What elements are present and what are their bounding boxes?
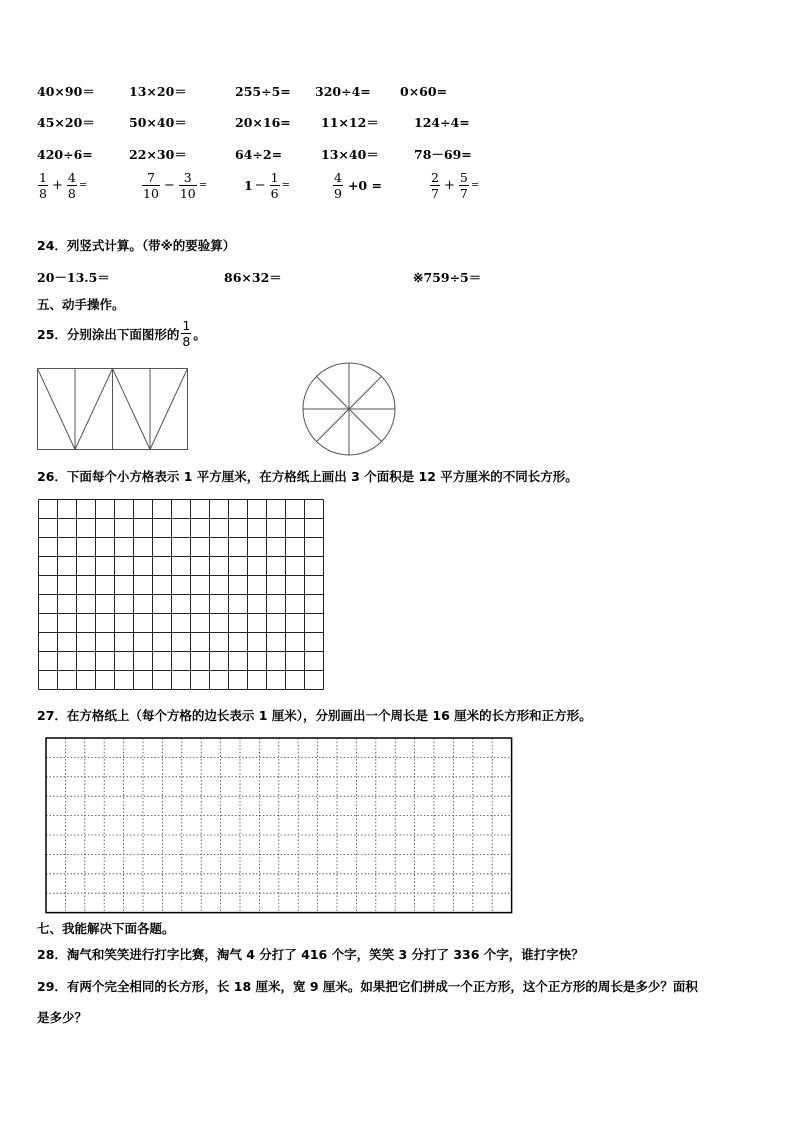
q24-item: 86×32＝ (224, 270, 282, 285)
oral-item: 420÷6= (37, 147, 93, 162)
oral-item: 50×40＝ (129, 115, 187, 130)
square-grid-q26 (38, 499, 327, 691)
question-25-title: 25．分别涂出下面图形的 1 8 。 (37, 318, 206, 349)
question-24-title: 24．列竖式计算。（带※的要验算） (37, 238, 236, 253)
oral-item: 20×16= (235, 115, 291, 130)
fraction-expr: 1 − $\frac{1}{6}$ = (244, 170, 290, 201)
oral-item: 13×40＝ (321, 147, 379, 162)
oral-item: 40×90＝ (37, 84, 95, 99)
q24-item: ※759÷5＝ (413, 270, 482, 285)
fraction-expr: 4 9 +0 = (334, 170, 382, 201)
section-5-heading: 五、动手操作。 (37, 297, 125, 312)
q24-item: 20－13.5＝ (37, 270, 110, 285)
question-29-cont: 是多少？ (37, 1010, 88, 1025)
question-26-title: 26．下面每个小方格表示 1 平方厘米，在方格纸上画出 3 个面积是 12 平方厘米的不同长方形。 (37, 469, 578, 484)
oral-item: 13×20＝ (129, 84, 187, 99)
circle-eighths-figure (301, 361, 397, 457)
oral-item: 0×60= (400, 84, 448, 99)
oral-item: 78－69= (414, 147, 472, 162)
zigzag-rectangle-figure (37, 368, 189, 451)
oral-item: 124÷4= (414, 115, 470, 130)
oral-item: 64÷2= (235, 147, 283, 162)
oral-item: 22×30＝ (129, 147, 187, 162)
fraction-expr: 1 8 + $\frac{4}{8}$ = (39, 170, 88, 201)
question-28: 28．淘气和笑笑进行打字比赛，淘气 4 分打了 416 个字，笑笑 3 分打了 336 个字，谁打字快？ (37, 947, 584, 962)
oral-item: 11×12＝ (321, 115, 379, 130)
dotted-grid-q27 (45, 737, 515, 914)
section-7-heading: 七、我能解决下面各题。 (37, 921, 175, 936)
question-27-title: 27．在方格纸上（每个方格的边长表示 1 厘米），分别画出一个周长是 16 厘米的长方形和正方形。 (37, 708, 592, 723)
oral-item: 45×20＝ (37, 115, 95, 130)
question-29: 29．有两个完全相同的长方形，长 18 厘米，宽 9 厘米。如果把它们拼成一个正方形，这个正方形的周长是多少？面积 (37, 979, 698, 994)
oral-item: 255÷5= (235, 84, 291, 99)
fraction-expr: 7 10 − $\frac{3}{10}$ = (143, 170, 208, 201)
oral-item: 320÷4= (315, 84, 371, 99)
fraction-expr: 2 7 + $\frac{5}{7}$ = (431, 170, 480, 201)
